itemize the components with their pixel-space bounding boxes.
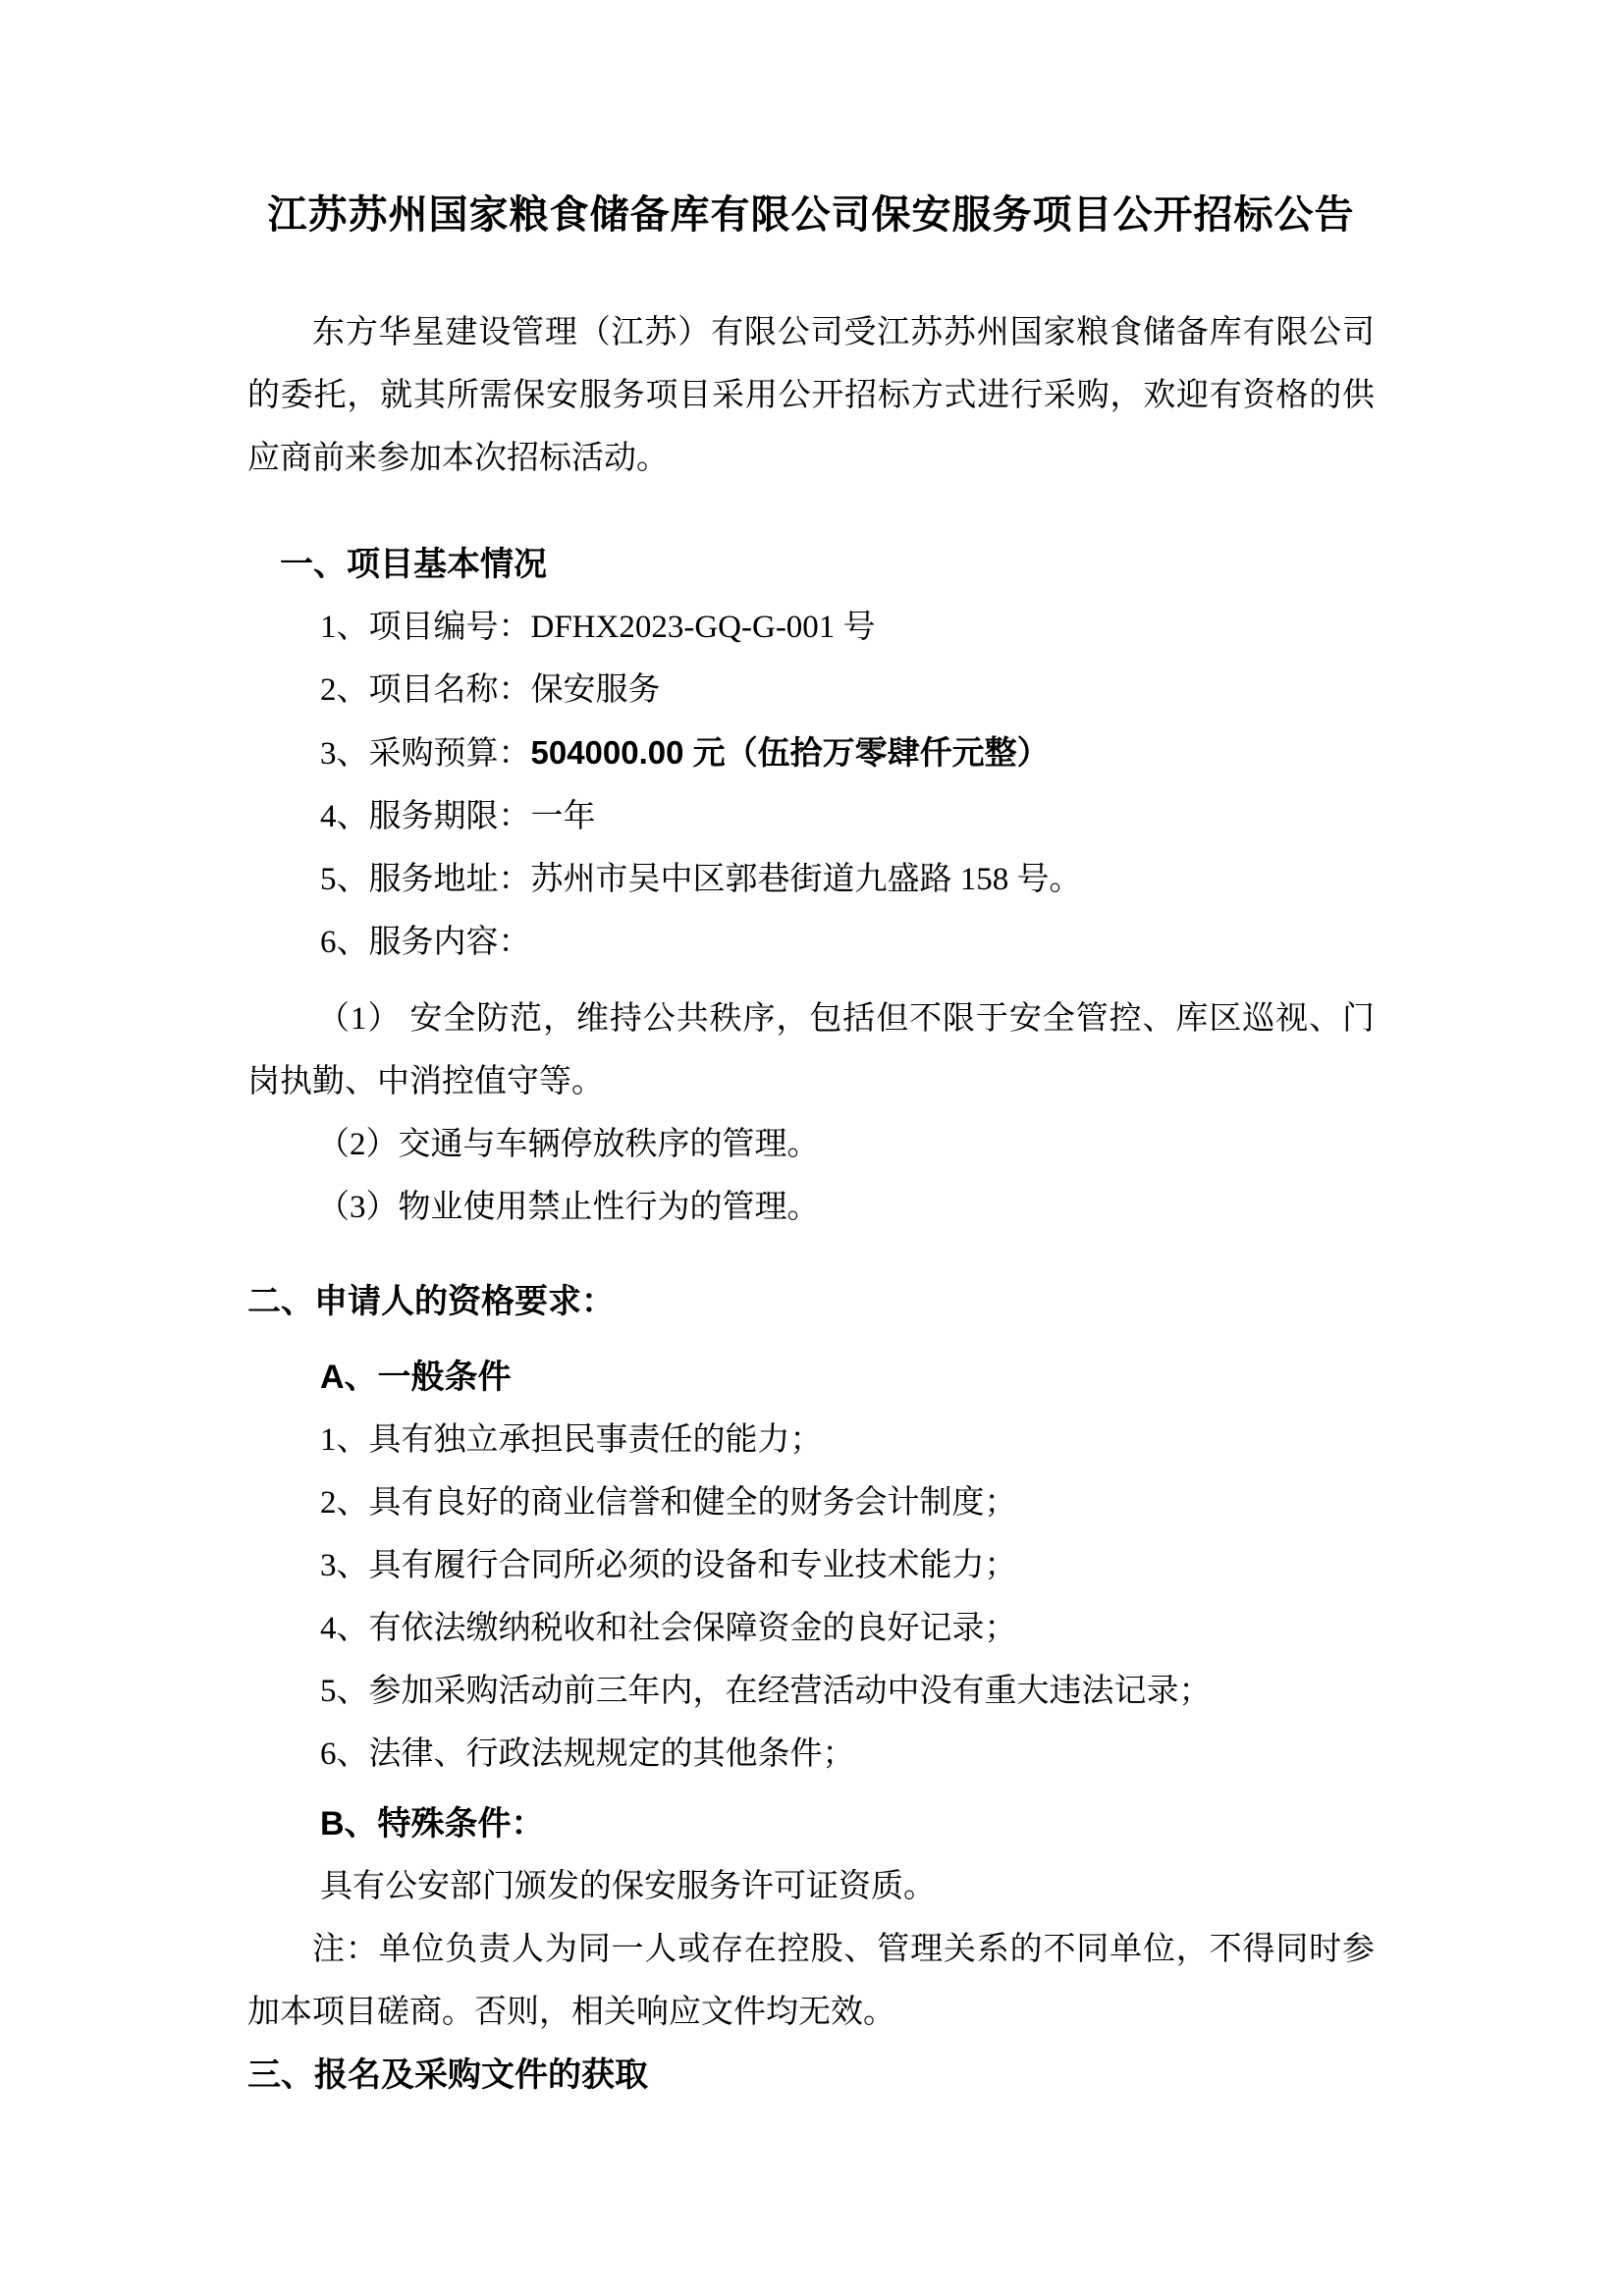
budget-item xyxy=(247,721,1375,785)
general-conditions-heading: A、一般条件 xyxy=(320,1359,512,1396)
special-conditions-heading: B、特殊条件： xyxy=(320,1805,545,1842)
note-paragraph: 注：单位负责人为同一人或存在控股、管理关系的不同单位，不得同时参加本项目磋商。否则，相关响应文件均无效。 xyxy=(247,1932,1375,2030)
service-content-item-1: （1） 安全防范，维持公共秩序，包括但不限于安全管控、库区巡视、门岗执勤、中消控值守等。 xyxy=(247,1001,1375,1099)
general-condition-1: 1、具有独立承担民事责任的能力； xyxy=(320,1422,823,1458)
general-condition-6: 6、法律、行政法规规定的其他条件； xyxy=(320,1736,855,1772)
section-2-heading: 二、申请人的资格要求： xyxy=(247,1283,615,1320)
service-content-label: 6、服务内容： xyxy=(320,925,531,960)
general-condition-3: 3、具有履行合同所必须的设备和专业技术能力； xyxy=(320,1548,1017,1583)
general-condition-5: 5、参加采购活动前三年内，在经营活动中没有重大违法记录； xyxy=(320,1674,1212,1709)
section-3-heading: 三、报名及采购文件的获取 xyxy=(247,2056,648,2094)
intro-paragraph: 东方华星建设管理（江苏）有限公司受江苏苏州国家粮食储备库有限公司的委托，就其所需保安服务项目采用公开招标方式进行采购，欢迎有资格的供应商前来参加本次招标活动。 xyxy=(247,315,1375,476)
service-content-item-3: （3）物业使用禁止性行为的管理。 xyxy=(317,1190,820,1225)
service-address-item: 5、服务地址：苏州市吴中区郭巷街道九盛路 158 号。 xyxy=(320,862,1082,897)
page-title: 江苏苏州国家粮食储备库有限公司保安服务项目公开招标公告 xyxy=(267,193,1355,237)
service-content-item-2: （2）交通与车辆停放秩序的管理。 xyxy=(317,1127,820,1162)
section-1-heading: 一、项目基本情况 xyxy=(280,546,547,583)
budget-label: 3、采购预算： xyxy=(320,736,531,772)
special-condition-requirement: 具有公安部门颁发的保安服务许可证资质。 xyxy=(320,1869,936,1904)
project-name-item: 2、项目名称：保安服务 xyxy=(320,672,661,708)
general-condition-4: 4、有依法缴纳税收和社会保障资金的良好记录； xyxy=(320,1611,1017,1646)
service-term-item: 4、服务期限：一年 xyxy=(320,799,596,834)
project-number-item: 1、项目编号：DFHX2023-GQ-G-001 号 xyxy=(320,610,876,645)
general-condition-2: 2、具有良好的商业信誉和健全的财务会计制度； xyxy=(320,1485,1017,1521)
budget-value: 504000.00 元（伍拾万零肆仟元整） xyxy=(530,734,1050,771)
